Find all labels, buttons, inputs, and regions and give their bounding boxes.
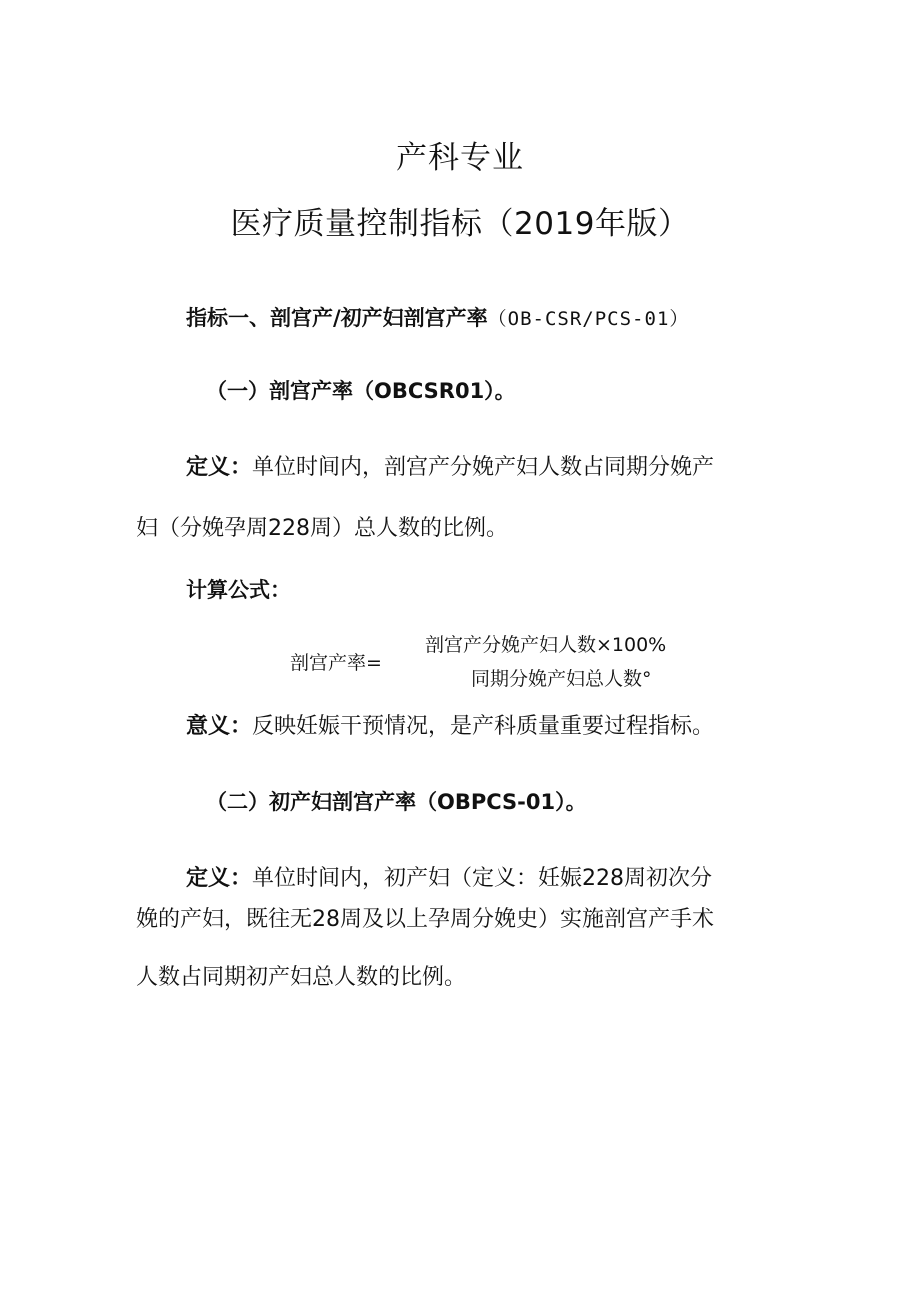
indicator-heading-text: 指标一、剖宫产/初产妇剖宫产率 xyxy=(186,306,488,330)
section2-definition-cont: 娩的产妇，既往无28周及以上孕周分娩史）实施剖宫产手术 xyxy=(136,907,714,932)
section2-definition-end: 人数占同期初产妇总人数的比例。 xyxy=(136,965,467,990)
formula-label: 计算公式： xyxy=(186,578,291,602)
formula-lhs: 剖宫产率= xyxy=(290,652,382,674)
definition-text: 单位时间内，初产妇（定义：妊娠228周初次分 xyxy=(252,866,713,891)
section2-definition xyxy=(186,864,712,894)
document-subtitle: 医疗质量控制指标（2019年版） xyxy=(230,206,690,242)
definition-label: 定义： xyxy=(186,455,253,480)
formula-denominator: 同期分娩产妇总人数° xyxy=(471,668,652,690)
section1-definition-cont: 妇（分娩孕周228周）总人数的比例。 xyxy=(136,516,508,541)
section1-definition xyxy=(186,453,714,483)
document-title: 产科专业 xyxy=(396,140,524,176)
meaning-text: 反映妊娠干预情况，是产科质量重要过程指标。 xyxy=(252,714,715,739)
section1-heading: （一）剖宫产率（OBCSR01）。 xyxy=(206,379,516,403)
meaning-label: 意义： xyxy=(186,714,253,739)
section2-heading: （二）初产妇剖宫产率（OBPCS-01）。 xyxy=(206,790,587,814)
formula-numerator: 剖宫产分娩产妇人数×100% xyxy=(425,634,667,656)
indicator-code: （OB-CSR/PCS-01） xyxy=(487,308,690,330)
definition-text: 单位时间内，剖宫产分娩产妇人数占同期分娩产 xyxy=(252,455,715,480)
indicator-heading xyxy=(186,302,689,332)
section1-meaning xyxy=(186,712,714,742)
definition-label: 定义： xyxy=(186,866,253,891)
